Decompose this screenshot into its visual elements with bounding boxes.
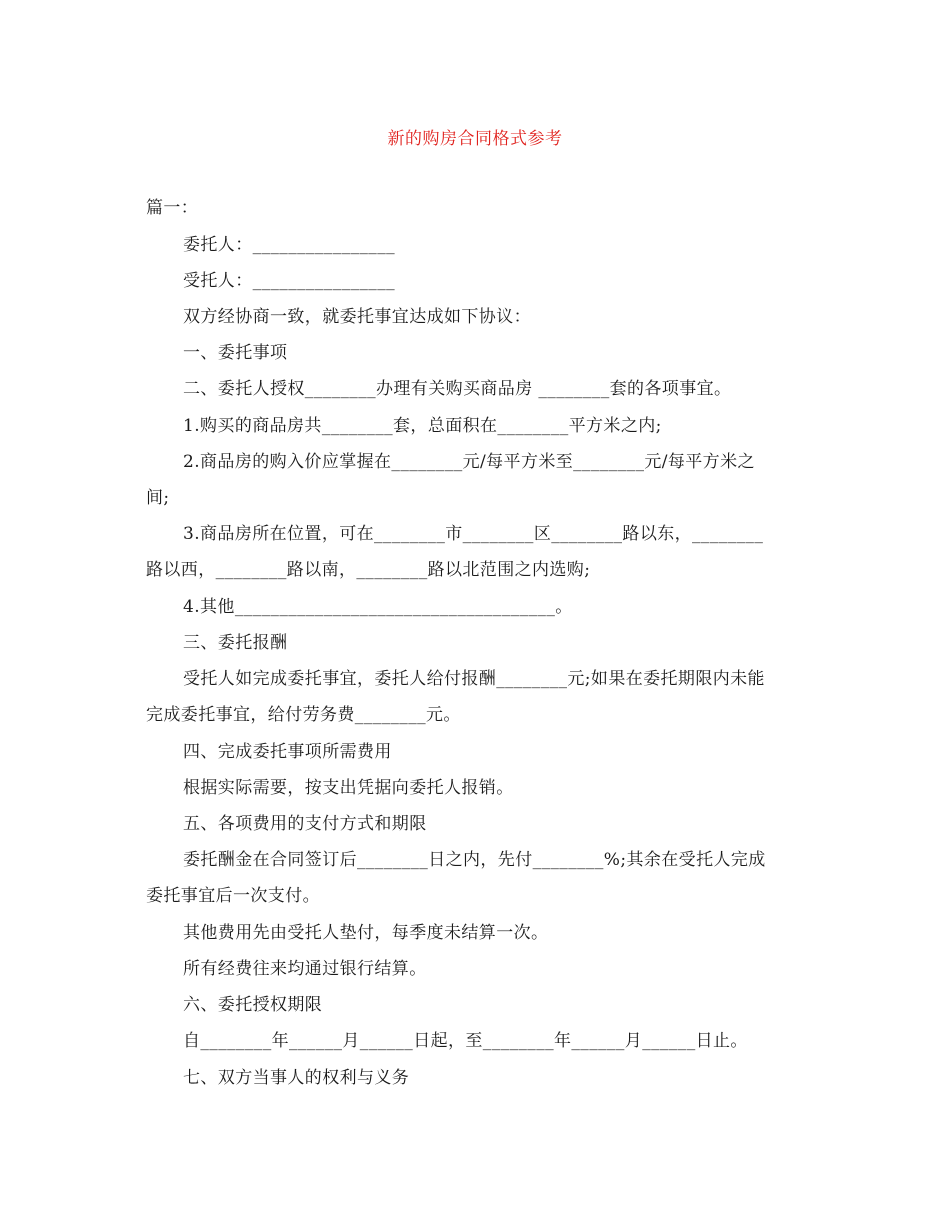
client-line: 委托人：________________ bbox=[183, 235, 395, 255]
item-4: 4.其他____________________________________。 bbox=[183, 597, 573, 617]
item-2: 2.商品房的购入价应掌握在________元/每平方米至________元/每平方米之 bbox=[183, 452, 755, 472]
paragraph: 受托人如完成委托事宜，委托人给付报酬________元;如果在委托期限内未能 bbox=[183, 669, 765, 689]
paragraph: 委托酬金在合同签订后________日之内，先付________%;其余在受托人完成 bbox=[183, 850, 766, 870]
document-title: 新的购房合同格式参考 bbox=[387, 129, 563, 149]
heading-7: 七、双方当事人的权利与义务 bbox=[183, 1068, 410, 1088]
item-3: 3.商品房所在位置，可在________市________区________路以东，________ bbox=[183, 524, 764, 544]
paragraph-cont: 委托事宜后一次支付。 bbox=[146, 886, 320, 906]
item-3-cont: 路以西，________路以南，________路以北范围之内选购; bbox=[146, 560, 591, 580]
paragraph: 双方经协商一致，就委托事宜达成如下协议： bbox=[183, 307, 531, 327]
heading-4: 四、完成委托事项所需费用 bbox=[183, 742, 392, 762]
heading-6: 六、委托授权期限 bbox=[183, 995, 323, 1015]
heading-5: 五、各项费用的支付方式和期限 bbox=[183, 814, 427, 834]
section-label: 篇一： bbox=[146, 198, 199, 218]
heading-2: 二、委托人授权________办理有关购买商品房 ________套的各项事宜。 bbox=[183, 379, 732, 399]
heading-1: 一、委托事项 bbox=[183, 343, 288, 363]
heading-3: 三、委托报酬 bbox=[183, 633, 288, 653]
item-2-cont: 间; bbox=[146, 488, 170, 508]
date-range-line: 自________年______月______日起，至________年______月______日止。 bbox=[183, 1031, 748, 1051]
paragraph-cont: 完成委托事宜，给付劳务费________元。 bbox=[146, 705, 461, 725]
agent-line: 受托人：________________ bbox=[183, 271, 395, 291]
paragraph: 其他费用先由受托人垫付，每季度未结算一次。 bbox=[183, 923, 549, 943]
paragraph: 根据实际需要，按支出凭据向委托人报销。 bbox=[183, 778, 514, 798]
item-1: 1.购买的商品房共________套，总面积在________平方米之内; bbox=[183, 416, 662, 436]
paragraph: 所有经费往来均通过银行结算。 bbox=[183, 959, 427, 979]
